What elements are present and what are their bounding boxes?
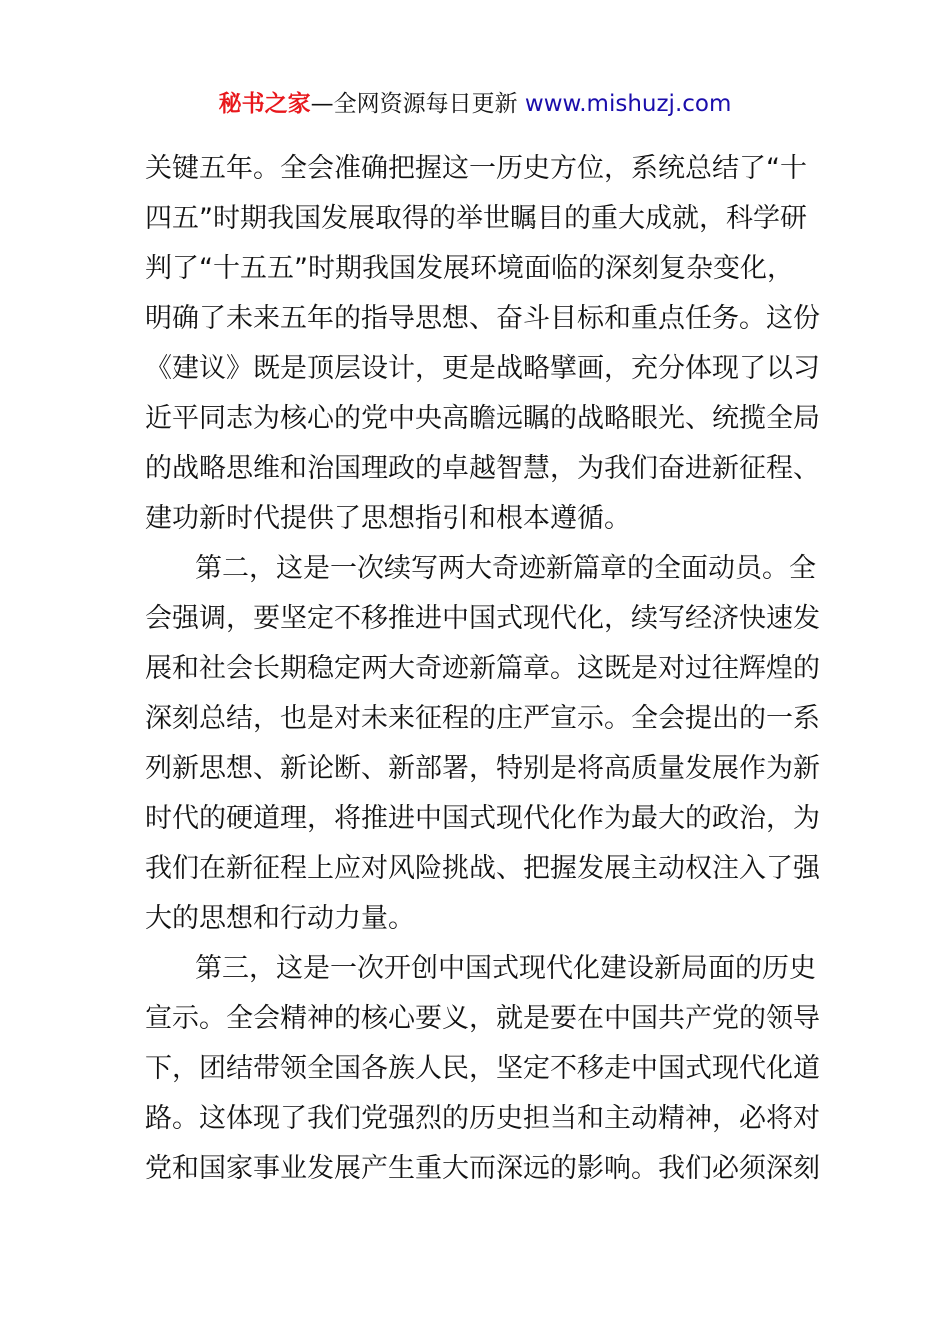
text-line: 深刻总结，也是对未来征程的庄严宣示。全会提出的一系: [145, 703, 820, 734]
text-line: 四五”时期我国发展取得的举世瞩目的重大成就，科学研: [145, 203, 807, 234]
text-line: 建功新时代提供了思想指引和根本遵循。: [145, 503, 631, 534]
document-body: [145, 144, 820, 1194]
page-header: [0, 88, 950, 120]
paragraph-start-line: 第二，这是一次续写两大奇迹新篇章的全面动员。全: [195, 553, 816, 584]
text-line: 下，团结带领全国各族人民，坚定不移走中国式现代化道: [145, 1053, 820, 1084]
text-line: 近平同志为核心的党中央高瞻远瞩的战略眼光、统揽全局: [145, 403, 820, 434]
text-line: 党和国家事业发展产生重大而深远的影响。我们必须深刻: [145, 1153, 820, 1184]
text-line: 路。这体现了我们党强烈的历史担当和主动精神，必将对: [145, 1103, 820, 1134]
brand-name: 秘书之家: [218, 91, 311, 117]
text-line: 《建议》既是顶层设计，更是战略擘画，充分体现了以习: [145, 353, 820, 384]
site-url-link[interactable]: www.mishuzj.com: [524, 91, 732, 117]
paragraph-start-line: 第三，这是一次开创中国式现代化建设新局面的历史: [195, 953, 816, 984]
text-line: 列新思想、新论断、新部署，特别是将高质量发展作为新: [145, 753, 820, 784]
text-line: 判了“十五五”时期我国发展环境面临的深刻复杂变化，: [145, 253, 794, 284]
text-line: 关键五年。全会准确把握这一历史方位，系统总结了“十: [145, 153, 807, 184]
text-line: 会强调，要坚定不移推进中国式现代化，续写经济快速发: [145, 603, 820, 634]
text-line: 宣示。全会精神的核心要义，就是要在中国共产党的领导: [145, 1003, 820, 1034]
text-line: 明确了未来五年的指导思想、奋斗目标和重点任务。这份: [145, 303, 820, 334]
text-line: 大的思想和行动力量。: [145, 903, 415, 934]
text-line: 时代的硬道理，将推进中国式现代化作为最大的政治，为: [145, 803, 820, 834]
text-line: 的战略思维和治国理政的卓越智慧，为我们奋进新征程、: [145, 453, 820, 484]
text-line: 我们在新征程上应对风险挑战、把握发展主动权注入了强: [145, 853, 820, 884]
text-line: 展和社会长期稳定两大奇迹新篇章。这既是对过往辉煌的: [145, 653, 820, 684]
header-tagline: —全网资源每日更新: [310, 91, 525, 117]
